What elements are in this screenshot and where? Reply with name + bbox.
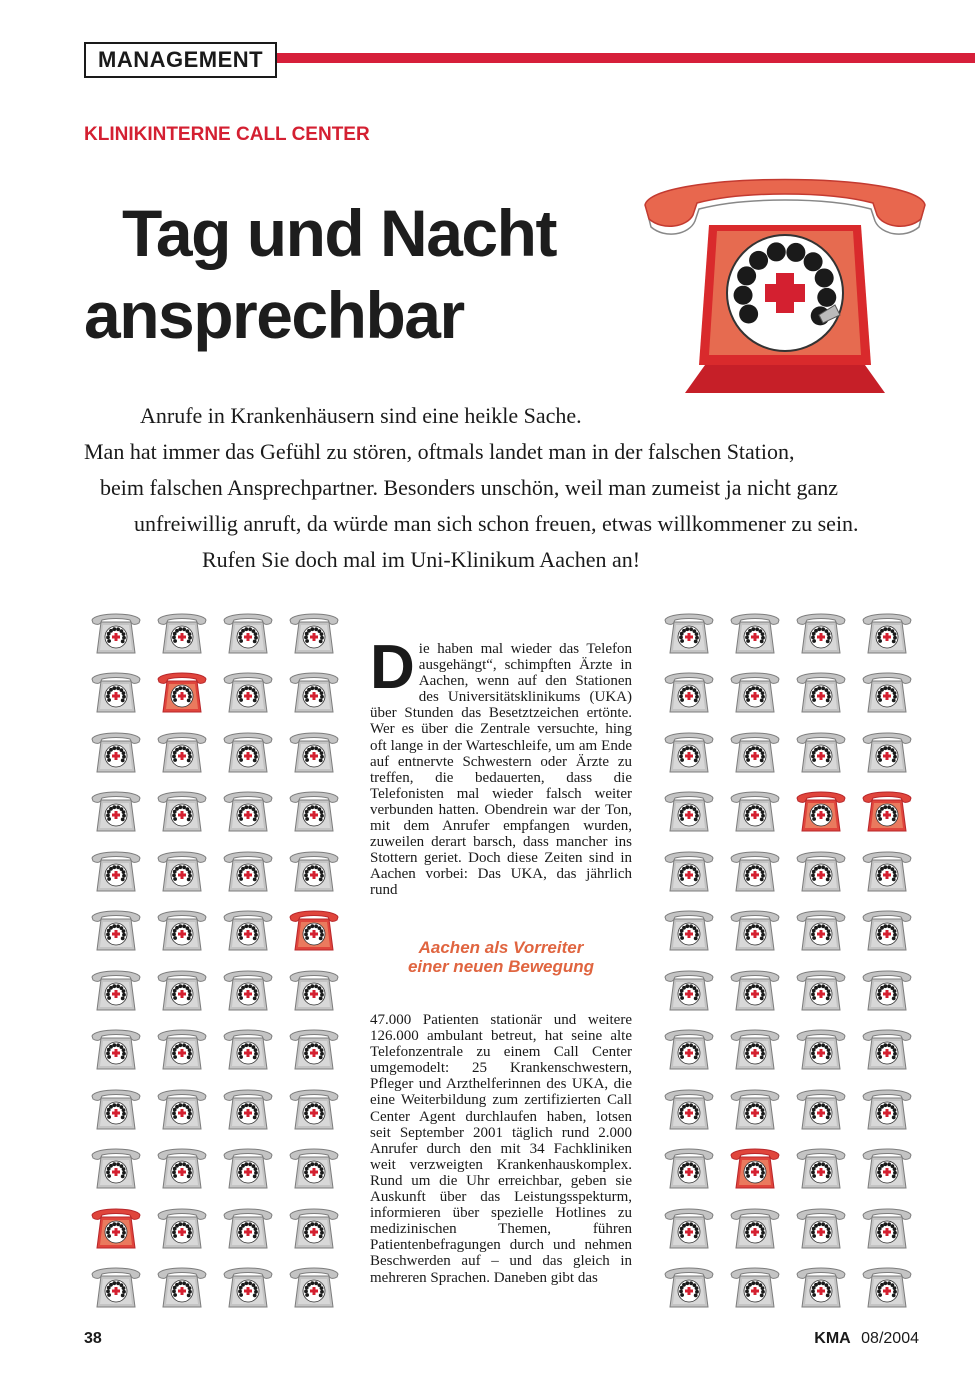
phone-icon-red — [723, 1139, 786, 1199]
dial-hole — [767, 242, 786, 261]
phone-icon-grey — [84, 1079, 147, 1139]
phone-icon-grey — [150, 960, 213, 1020]
dial-hole — [739, 305, 758, 324]
phone-icon-grey — [855, 1079, 918, 1139]
article-subhead — [370, 938, 632, 976]
phone-icon-grey — [855, 901, 918, 961]
phone-icon-grey — [657, 960, 720, 1020]
headline-line-2: ansprechbar — [84, 278, 464, 352]
phone-icon-grey — [84, 901, 147, 961]
dial-hole — [804, 252, 823, 271]
phone-icon-grey — [855, 1020, 918, 1080]
phone-icon-grey — [789, 960, 852, 1020]
phone-icon-grey — [723, 1079, 786, 1139]
phone-icon-grey — [789, 722, 852, 782]
headline-line-1: Tag und Nacht — [122, 196, 556, 270]
subhead-line: Aachen als Vorreiter — [418, 938, 584, 957]
section-header — [84, 42, 975, 76]
phone-icon-grey — [657, 1079, 720, 1139]
phone-icon-grey — [150, 1020, 213, 1080]
phone-icon-grey — [723, 1020, 786, 1080]
phone-icon-grey — [723, 901, 786, 961]
phone-icon-grey — [657, 603, 720, 663]
issue-date: 08/2004 — [861, 1330, 919, 1347]
phone-icon-grey — [789, 603, 852, 663]
dial-hole — [817, 288, 836, 307]
phone-icon-grey — [789, 1198, 852, 1258]
phone-icon-grey — [282, 782, 345, 842]
phone-icon-grey — [789, 1258, 852, 1318]
phone-icon-grey — [216, 1079, 279, 1139]
phone-icon-grey — [84, 722, 147, 782]
phone-icon-grey — [723, 1198, 786, 1258]
phone-icon-grey — [723, 841, 786, 901]
phone-icon-grey — [216, 841, 279, 901]
phone-icon-grey — [723, 1258, 786, 1318]
phone-icon-grey — [84, 782, 147, 842]
phone-icon-grey — [216, 782, 279, 842]
phone-icon-grey — [216, 722, 279, 782]
phone-icon-grey — [282, 603, 345, 663]
phone-icon-grey — [855, 841, 918, 901]
phone-icon-grey — [789, 1079, 852, 1139]
dial-hole — [749, 251, 768, 270]
phone-icon-grey — [216, 1020, 279, 1080]
phone-icon-grey — [855, 722, 918, 782]
article-body-part-2: 47.000 Patienten stationär und weitere 126.000 ambulant betreut, hat seine alte Telefonzentrale zu einem Call Center umgemodelt: 25 Krankenschwestern, Pfleger und Arzthelferinnen des UKA, die eine Weiterbildung zum zertifizierten Call Center Agent durchlaufen haben, lotsen seit September 2001 täglich rund 2.000 Anrufer durch den mit 34 Fachkliniken weit verzweigten Krankenhauskomplex. Rund um die Uhr erreichbar, geben sie Auskunft über das Leistungsspekturm, informieren über spezielle Hotlines zu medizinischen Themen, führen Patientenbefragungen durch und nehmen Beschwerden auf – und das gleich in mehreren Sprachen. Daneben gibt das — [370, 1012, 632, 1286]
phone-icon-grey — [723, 960, 786, 1020]
phone-icon-grey — [657, 663, 720, 723]
phone-icon-grey — [657, 1139, 720, 1199]
phone-icon-red — [150, 663, 213, 723]
phone-icon-grey — [150, 782, 213, 842]
phone-icon-grey — [789, 663, 852, 723]
phone-icon-red — [84, 1198, 147, 1258]
lead-line: unfreiwillig anruft, da würde man sich schon freuen, etwas willkommener zu sein. — [134, 511, 859, 536]
phone-icon-grey — [84, 1258, 147, 1318]
phone-icon-grey — [216, 1258, 279, 1318]
phone-icon-grey — [282, 1258, 345, 1318]
kicker: KLINIKINTERNE CALL CENTER — [84, 124, 370, 145]
page-number: 38 — [84, 1330, 102, 1347]
phone-icon-grey — [282, 1020, 345, 1080]
phone-icon-red — [282, 901, 345, 961]
headline — [84, 192, 556, 356]
lead-line: Man hat immer das Gefühl zu stören, oftmals landet man in der falschen Station, — [84, 439, 795, 464]
phone-icon-grey — [150, 1139, 213, 1199]
dial-hole — [786, 243, 805, 262]
phone-grid-right — [657, 603, 918, 1317]
phone-icon-grey — [657, 1258, 720, 1318]
phone-grid-left — [84, 603, 345, 1317]
lead-line: beim falschen Ansprechpartner. Besonders unschön, weil man zumeist ja nicht ganz — [100, 475, 839, 500]
phone-icon-grey — [282, 663, 345, 723]
phone-icon-grey — [855, 1198, 918, 1258]
article-text: ie haben mal wieder das Telefon ausgehängt“, schimpften Ärzte in Aachen, wenn auf den Stationen des Universitätsklinikums (UKA) über Stunden das Besetztzeichen ertönte. Wer es über die Zentrale versuchte, hing oft lange in der Warteschleife, um am Ende auf entnervte Schwestern oder Ärzte zu treffen, die bedauerten, dass die Telefonisten mal wieder falsch weiter verbunden hatten. Obendrein war der Ton, mit dem Anrufer empfangen wurden, zuweilen derart barsch, dass mancher ins Stottern geriet. Doch diese Zeiten sind in Aachen vorbei: Das UKA, das jährlich rund — [370, 641, 632, 899]
phone-icon-grey — [150, 1258, 213, 1318]
phone-icon-grey — [657, 782, 720, 842]
phone-icon-red — [855, 782, 918, 842]
phone-icon-grey — [855, 663, 918, 723]
lead-paragraph — [84, 398, 904, 578]
phone-icon-grey — [282, 1139, 345, 1199]
phone-icon-grey — [789, 841, 852, 901]
phone-icon-grey — [723, 603, 786, 663]
phone-icon-grey — [150, 841, 213, 901]
drop-cap: D — [370, 633, 415, 702]
phone-icon-grey — [282, 722, 345, 782]
phone-icon-grey — [150, 603, 213, 663]
phone-icon-grey — [657, 1198, 720, 1258]
phone-icon-grey — [282, 960, 345, 1020]
phone-icon-grey — [657, 901, 720, 961]
dial-hole — [737, 266, 756, 285]
phone-icon-grey — [657, 1020, 720, 1080]
dial-hole — [734, 286, 753, 305]
phone-icon-grey — [84, 1020, 147, 1080]
phone-icon-grey — [657, 722, 720, 782]
phone-icon-grey — [216, 663, 279, 723]
phone-icon-grey — [723, 722, 786, 782]
lead-line: Rufen Sie doch mal im Uni-Klinikum Aachen an! — [202, 547, 641, 572]
phone-icon-grey — [282, 1198, 345, 1258]
phone-icon-grey — [723, 663, 786, 723]
phone-icon-grey — [855, 960, 918, 1020]
phone-icon-grey — [216, 960, 279, 1020]
phone-icon-grey — [216, 603, 279, 663]
phone-icon-grey — [84, 1139, 147, 1199]
phone-icon-grey — [216, 1139, 279, 1199]
phone-icon-grey — [216, 1198, 279, 1258]
phone-icon-grey — [84, 841, 147, 901]
phone-icon-grey — [723, 782, 786, 842]
phone-icon-grey — [855, 1139, 918, 1199]
phone-icon-grey — [216, 901, 279, 961]
publication-footer — [814, 1330, 919, 1348]
phone-icon-grey — [789, 1139, 852, 1199]
section-label: MANAGEMENT — [84, 42, 277, 78]
phone-icon-grey — [282, 841, 345, 901]
article-body-part-1 — [370, 633, 632, 899]
phone-icon-grey — [789, 1020, 852, 1080]
phone-icon-grey — [657, 841, 720, 901]
phone-icon-grey — [150, 722, 213, 782]
lead-line: Anrufe in Krankenhäusern sind eine heikle Sache. — [140, 403, 582, 428]
phone-icon-red — [789, 782, 852, 842]
phone-icon-grey — [150, 1198, 213, 1258]
publication-brand: KMA — [814, 1330, 851, 1347]
phone-icon-grey — [150, 901, 213, 961]
phone-icon-grey — [855, 603, 918, 663]
subhead-line: einer neuen Bewegung — [407, 957, 595, 976]
rotary-phone-illustration — [635, 165, 935, 397]
phone-icon-grey — [84, 960, 147, 1020]
dial-hole — [815, 268, 834, 287]
phone-icon-grey — [282, 1079, 345, 1139]
phone-icon-grey — [789, 901, 852, 961]
phone-icon-grey — [84, 603, 147, 663]
phone-icon-grey — [84, 663, 147, 723]
phone-icon-grey — [150, 1079, 213, 1139]
phone-icon-grey — [855, 1258, 918, 1318]
